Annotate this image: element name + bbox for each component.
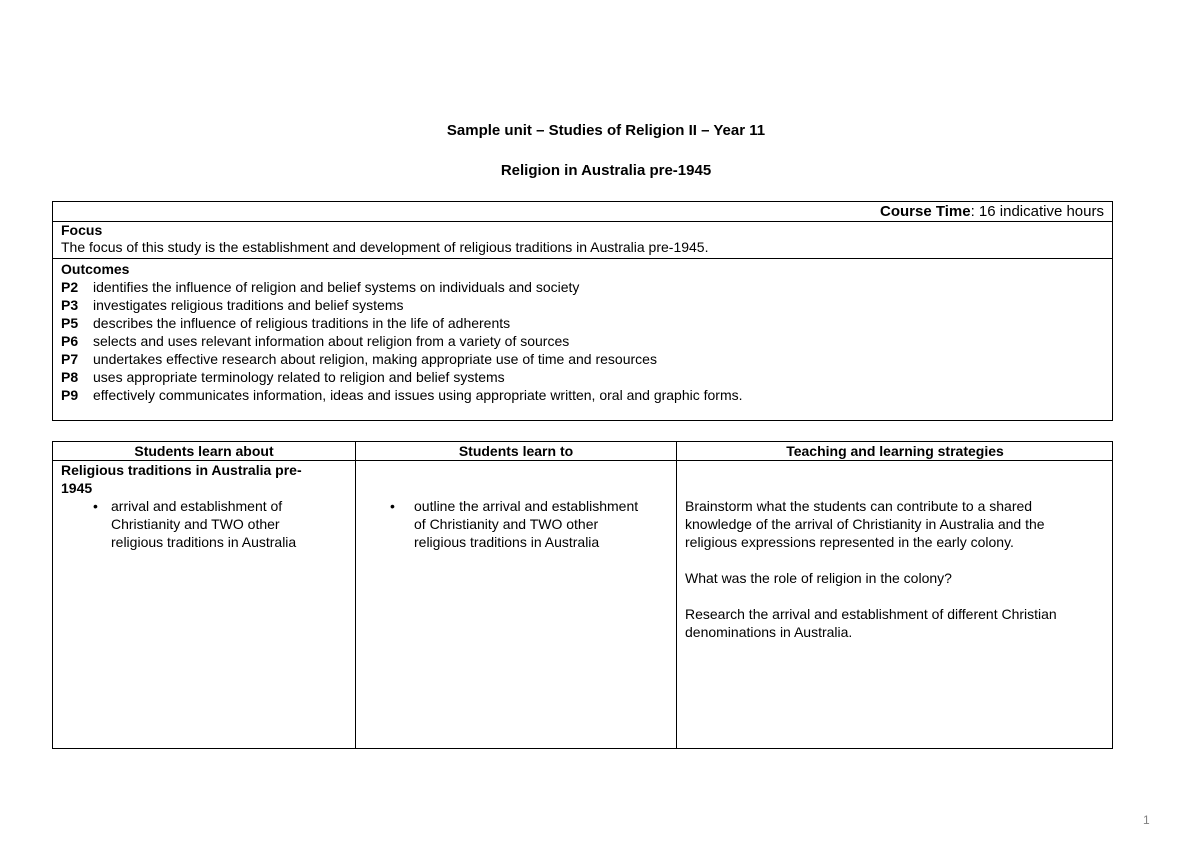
- bullet-line: outline the arrival and establishment: [414, 498, 639, 514]
- bullet-line: Christianity and TWO other: [111, 516, 280, 532]
- outcome-item: [61, 314, 1112, 332]
- learn-about-cell: [61, 461, 351, 551]
- outcome-code: P2: [61, 279, 79, 295]
- topic-heading: [61, 461, 351, 497]
- outcome-text: effectively communicates information, ideas and issues using appropriate written, oral and graphic forms.: [93, 387, 743, 403]
- column-divider: [676, 442, 677, 748]
- document-title: Sample unit – Studies of Religion II – Year 11: [446, 122, 766, 139]
- column-header-learn-to: Students learn to: [458, 443, 574, 459]
- bullet-item: [356, 497, 674, 551]
- strategy-line: religious expressions represented in the early colony.: [685, 534, 1014, 550]
- outcome-item: [61, 386, 1112, 404]
- bullet-line: of Christianity and TWO other: [414, 516, 599, 532]
- topic-heading-line: Religious traditions in Australia pre-: [61, 462, 302, 478]
- strategies-cell: [685, 497, 1110, 659]
- outcome-text: describes the influence of religious traditions in the life of adherents: [93, 315, 511, 331]
- course-time-value: : 16 indicative hours: [970, 203, 1104, 220]
- learn-to-cell: [356, 497, 674, 551]
- outcome-text: uses appropriate terminology related to religion and belief systems: [93, 369, 505, 385]
- outcome-code: P9: [61, 387, 79, 403]
- outcome-text: selects and uses relevant information about religion from a variety of sources: [93, 333, 570, 349]
- strategy-line: Brainstorm what the students can contribute to a shared: [685, 498, 1033, 514]
- learning-table: [52, 441, 1113, 749]
- bullet-line: religious traditions in Australia: [111, 534, 297, 550]
- outcome-item: [61, 368, 1112, 386]
- outcome-code: P3: [61, 297, 79, 313]
- strategy-paragraph: [685, 605, 1110, 641]
- outcome-code: P6: [61, 333, 79, 349]
- outcomes-heading: Outcomes: [61, 261, 130, 277]
- outcome-text: undertakes effective research about religion, making appropriate use of time and resources: [93, 351, 657, 367]
- column-divider: [355, 442, 356, 748]
- column-header-learn-about: Students learn about: [134, 443, 274, 459]
- page-number: 1: [1143, 813, 1150, 827]
- column-header-strategies: Teaching and learning strategies: [786, 443, 1004, 459]
- strategy-paragraph: [685, 569, 1110, 587]
- outcome-item: [61, 350, 1112, 368]
- strategy-paragraph: [685, 497, 1110, 551]
- bullet-line: arrival and establishment of: [111, 498, 283, 514]
- focus-heading: Focus: [61, 222, 103, 238]
- strategy-line: denominations in Australia.: [685, 624, 853, 640]
- outcomes-section: [53, 260, 1112, 404]
- unit-subtitle: Religion in Australia pre-1945: [500, 162, 712, 179]
- course-time: [53, 202, 1112, 222]
- focus-text: The focus of this study is the establishment and development of religious traditions in Australia pre-1945.: [61, 239, 709, 255]
- outcome-item: [61, 296, 1112, 314]
- focus-section: [53, 222, 1112, 259]
- bullet-item: [61, 497, 351, 551]
- outcome-text: identifies the influence of religion and belief systems on individuals and society: [93, 279, 580, 295]
- unit-info-box: [52, 201, 1113, 421]
- topic-heading-line: 1945: [61, 480, 93, 496]
- bullet-icon: •: [93, 498, 98, 514]
- bullet-line: religious traditions in Australia: [414, 534, 600, 550]
- strategy-line: What was the role of religion in the colony?: [685, 570, 952, 586]
- course-time-label: Course Time: [879, 203, 971, 220]
- strategy-line: knowledge of the arrival of Christianity in Australia and the: [685, 516, 1045, 532]
- bullet-icon: •: [390, 498, 395, 514]
- outcome-item: [61, 332, 1112, 350]
- outcome-item: [61, 278, 1112, 296]
- outcome-text: investigates religious traditions and belief systems: [93, 297, 404, 313]
- outcome-code: P8: [61, 369, 79, 385]
- outcome-code: P5: [61, 315, 79, 331]
- outcome-code: P7: [61, 351, 79, 367]
- strategy-line: Research the arrival and establishment of different Christian: [685, 606, 1057, 622]
